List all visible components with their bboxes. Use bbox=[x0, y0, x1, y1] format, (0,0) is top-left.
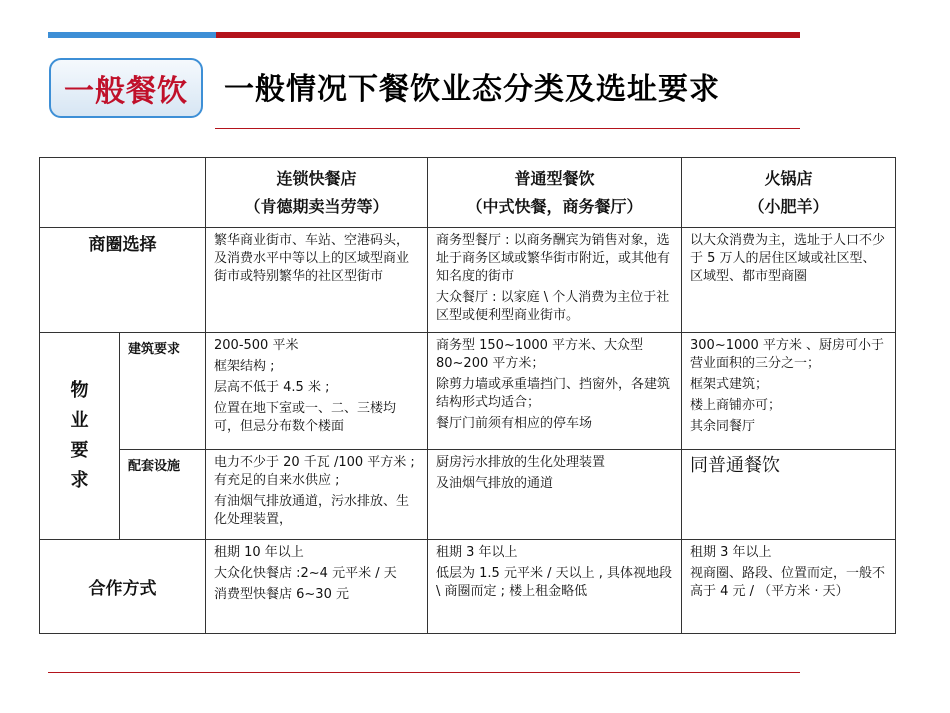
cell-hotpot bbox=[682, 228, 896, 333]
cell-text: 视商圈、路段、位置而定，一般不高于 4 元 / （平方米 · 天） bbox=[690, 566, 886, 599]
cell-fastfood bbox=[206, 450, 428, 540]
row-label: 合作方式 bbox=[40, 540, 206, 634]
cell-text: 其余同餐厅 bbox=[690, 419, 756, 434]
cell-hotpot bbox=[682, 333, 896, 450]
cell-text: 繁华商业街市、车站、空港码头，及消费水平中等以上的区域型商业街市或特别繁华的社区型街市 bbox=[214, 233, 410, 284]
title-divider bbox=[215, 128, 800, 129]
cell-regular bbox=[428, 450, 682, 540]
col-sub: （小肥羊） bbox=[748, 196, 829, 216]
accent-bar-blue bbox=[48, 32, 216, 38]
cell-hotpot bbox=[682, 450, 896, 540]
cell-regular bbox=[428, 540, 682, 634]
row-label: 商圈选择 bbox=[40, 228, 206, 333]
cell-text: 有油烟气排放通道，污水排放、生化处理装置， bbox=[214, 494, 410, 527]
cell-text: 消费型快餐店 6~30 元 bbox=[214, 587, 349, 602]
col-sub: （肯德期卖当劳等） bbox=[244, 196, 389, 216]
cell-text: 楼上商铺亦可； bbox=[690, 398, 782, 413]
requirements-table bbox=[39, 157, 896, 634]
header-row bbox=[40, 158, 896, 228]
col-sub: （中式快餐，商务餐厅） bbox=[466, 196, 643, 216]
sub-label: 配套设施 bbox=[120, 450, 206, 540]
cell-fastfood bbox=[206, 228, 428, 333]
accent-bar-red bbox=[216, 32, 800, 38]
cell-regular bbox=[428, 333, 682, 450]
col-name: 火锅店 bbox=[764, 168, 813, 188]
cell-text: 餐厅门前须有相应的停车场 bbox=[436, 416, 593, 431]
cell-text: 层高不低于 4.5 米 ; bbox=[214, 380, 330, 395]
col-name: 普通型餐饮 bbox=[514, 168, 595, 188]
cell-text: 以大众消费为主，选址于人口不少于 5 万人的居住区域或社区型、区域型、都市型商圈 bbox=[690, 233, 886, 284]
cell-text: 租期 3 年以上 bbox=[690, 545, 772, 560]
corner-cell bbox=[40, 158, 206, 228]
cell-text: 电力不少于 20 千瓦 /100 平方米 ; 有充足的自来水供应 ; bbox=[214, 455, 415, 488]
cell-text: 框架式建筑； bbox=[690, 377, 769, 392]
cell-text: 除剪力墙或承重墙挡门、挡窗外，各建筑结构形式均适合； bbox=[436, 377, 671, 410]
label-char: 要 bbox=[70, 440, 89, 461]
label-char: 求 bbox=[70, 470, 89, 491]
col-header-hotpot bbox=[682, 158, 896, 228]
cell-text: 位置在地下室或一、二、三楼均可，但忌分布数个楼面 bbox=[214, 401, 397, 434]
cell-text: 大众餐厅 : 以家庭 \ 个人消费为主位于社区型或便利型商业街市。 bbox=[436, 290, 670, 323]
cell-text: 300~1000 平方米 、厨房可小于营业面积的三分之一； bbox=[690, 338, 885, 371]
sub-label: 建筑要求 bbox=[120, 333, 206, 450]
cell-fastfood bbox=[206, 333, 428, 450]
row-trade-area bbox=[40, 228, 896, 333]
label-char: 业 bbox=[70, 410, 89, 431]
cell-text: 同普通餐饮 bbox=[690, 455, 780, 476]
row-building bbox=[40, 333, 896, 450]
section-badge: 一般餐饮 bbox=[49, 58, 203, 118]
col-header-regular bbox=[428, 158, 682, 228]
cell-text: 低层为 1.5 元平米 / 天以上 , 具体视地段 \ 商圈而定 ; 楼上租金略低 bbox=[436, 566, 672, 599]
cell-text: 200-500 平米 bbox=[214, 338, 299, 353]
cell-text: 框架结构 ; bbox=[214, 359, 275, 374]
cell-regular bbox=[428, 228, 682, 333]
cell-text: 大众化快餐店 :2~4 元平米 / 天 bbox=[214, 566, 397, 581]
cell-text: 厨房污水排放的生化处理装置 bbox=[436, 455, 606, 470]
cell-fastfood bbox=[206, 540, 428, 634]
cell-text: 商务型 150~1000 平方米、大众型 80~200 平方米； bbox=[436, 338, 644, 371]
row-facilities bbox=[40, 450, 896, 540]
col-header-fastfood bbox=[206, 158, 428, 228]
row-cooperation bbox=[40, 540, 896, 634]
cell-text: 及油烟气排放的通道 bbox=[436, 476, 554, 491]
col-name: 连锁快餐店 bbox=[276, 168, 357, 188]
footer-divider bbox=[48, 672, 800, 673]
property-label bbox=[40, 333, 120, 540]
cell-text: 租期 3 年以上 bbox=[436, 545, 518, 560]
label-char: 物 bbox=[70, 380, 89, 401]
cell-text: 租期 10 年以上 bbox=[214, 545, 304, 560]
cell-text: 商务型餐厅 : 以商务酬宾为销售对象，选址于商务区域或繁华街市附近，或其他有知名度的街市 bbox=[436, 233, 671, 284]
cell-hotpot bbox=[682, 540, 896, 634]
page-title: 一般情况下餐饮业态分类及选址要求 bbox=[224, 72, 720, 107]
